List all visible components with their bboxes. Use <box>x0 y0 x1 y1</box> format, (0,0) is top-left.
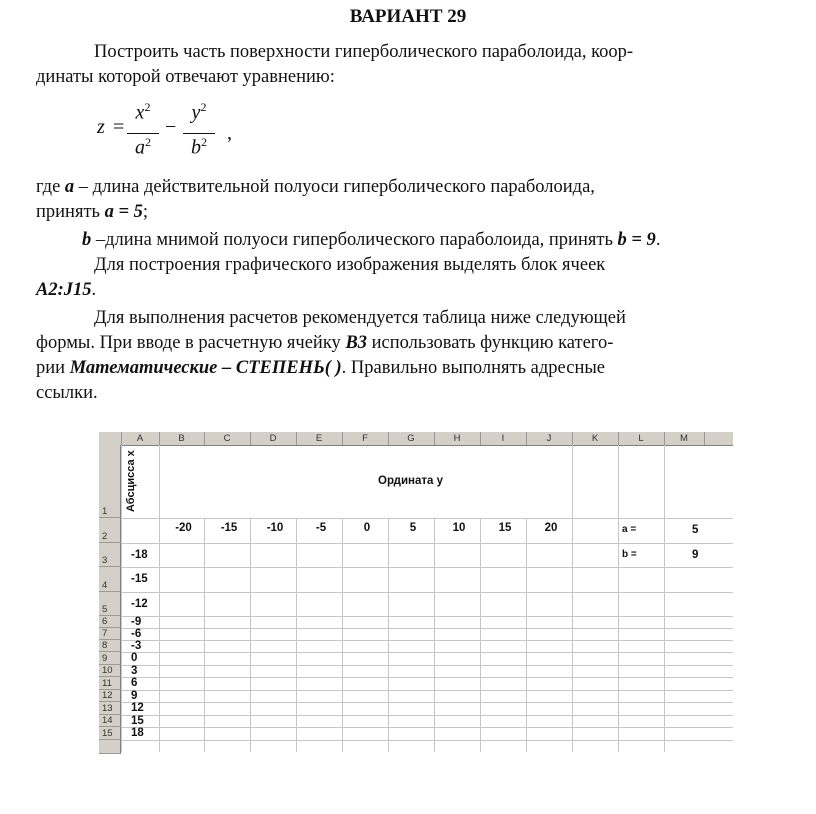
abscissa-value: -18 <box>131 548 148 561</box>
row-header <box>99 445 121 518</box>
row-header <box>99 652 121 665</box>
column-header: D <box>250 432 297 445</box>
param-b-paragraph: b –длина мнимой полуоси гиперболического параболоида, принять b = 9. <box>82 230 661 250</box>
grid-line <box>434 518 435 752</box>
function-category: Математические – СТЕПЕНЬ( ) <box>69 358 342 378</box>
row-number: 7 <box>102 628 108 639</box>
abscissa-value: 9 <box>131 690 138 702</box>
formula-equals: = <box>113 116 125 138</box>
grid-line <box>250 518 251 752</box>
grid-line <box>121 445 122 752</box>
grid-line <box>664 445 665 752</box>
row-header <box>99 518 121 543</box>
equation <box>97 100 297 164</box>
row-number: 13 <box>102 703 113 714</box>
corner-cell <box>99 432 122 445</box>
cell-ref: B3 <box>345 333 368 353</box>
column-header: F <box>342 432 389 445</box>
column-header: E <box>296 432 343 445</box>
row-header <box>99 543 121 567</box>
row-number: 1 <box>102 506 108 517</box>
column-header: G <box>388 432 435 445</box>
grid-line <box>121 677 733 678</box>
row-number: 8 <box>102 640 108 651</box>
formula-minus: − <box>165 116 177 138</box>
abscissa-value: -6 <box>131 628 142 640</box>
calc-paragraph: Для выполнения расчетов рекомендуется таблица ниже следующей формы. При вводе в расчетную ячейку B3 использовать функцию катего- рии Математические – СТЕПЕНЬ( ). Правильно выполнять адресные ссылки. <box>36 308 626 403</box>
abscissa-value: -3 <box>131 640 142 652</box>
row-header <box>99 640 121 652</box>
row-header <box>99 665 121 677</box>
var-b: b <box>82 230 92 250</box>
grid-line <box>121 543 733 544</box>
intro-line-2: динаты которой отвечают уравнению: <box>36 67 335 87</box>
abscissa-value: 0 <box>131 652 138 664</box>
column-header-row <box>99 432 733 446</box>
grid-line <box>121 640 733 641</box>
row-number: 3 <box>102 555 108 566</box>
grid-line <box>121 715 733 716</box>
grid-line <box>121 616 733 617</box>
page-title: ВАРИАНТ 29 <box>349 6 467 27</box>
formula-comma: , <box>227 122 232 144</box>
grid-line <box>121 665 733 666</box>
grid-line <box>296 518 297 752</box>
spreadsheet-table <box>99 432 733 790</box>
ordinate-value: -5 <box>315 522 327 534</box>
row-number: 2 <box>102 531 108 542</box>
column-header: I <box>480 432 527 445</box>
formula-z: z <box>97 116 105 138</box>
row-header <box>99 702 121 715</box>
grid-line <box>618 445 619 752</box>
abscissa-value: 12 <box>131 702 144 714</box>
ordinate-value: 5 <box>409 522 417 534</box>
grid-line <box>121 740 733 741</box>
column-header: L <box>618 432 665 445</box>
row-header <box>99 740 121 754</box>
row-header <box>99 677 121 690</box>
abscissa-value: -15 <box>131 573 148 585</box>
column-header: A <box>121 432 160 445</box>
grid-line <box>121 628 733 629</box>
ordinate-value: 20 <box>544 522 558 534</box>
ordinate-value: -20 <box>175 522 192 534</box>
row-number: 6 <box>102 616 108 627</box>
assign-b: b = 9 <box>617 230 656 250</box>
grid-line <box>121 652 733 653</box>
row-number: 4 <box>102 580 108 591</box>
fraction-bar <box>183 133 215 134</box>
grid-line <box>526 518 527 752</box>
column-header: K <box>572 432 619 445</box>
row-number: 14 <box>102 715 113 726</box>
column-header: J <box>526 432 573 445</box>
grid-line <box>121 727 733 728</box>
ordinate-value: -15 <box>220 522 238 534</box>
column-header: C <box>204 432 251 445</box>
grid-line <box>480 518 481 752</box>
row-number: 12 <box>102 690 113 701</box>
grid-line <box>121 518 733 519</box>
grid-line <box>121 567 733 568</box>
intro-line-1: Построить часть поверхности гиперболического параболоида, коор- <box>94 42 634 62</box>
ordinate-label: Ордината y <box>378 475 444 487</box>
param-b-value: 9 <box>692 549 699 561</box>
grid-line <box>342 518 343 752</box>
grid-line <box>121 702 733 703</box>
row-number: 5 <box>102 604 108 615</box>
param-a-paragraph: где a – длина действительной полуоси гиперболического параболоида, принять a = 5; <box>36 177 595 222</box>
abscissa-value: 18 <box>131 727 144 739</box>
block-paragraph: Для построения графического изображения выделять блок ячеек A2:J15. <box>36 255 606 300</box>
grid-line <box>121 592 733 593</box>
numerator-y: $y^2$ <box>191 100 207 124</box>
fraction-bar <box>127 133 159 134</box>
abscissa-value: -9 <box>131 616 142 628</box>
row-header <box>99 727 121 740</box>
grid-line <box>572 445 573 752</box>
row-header <box>99 592 121 616</box>
ordinate-value: 15 <box>498 522 512 534</box>
row-header <box>99 690 121 702</box>
row-number: 10 <box>102 665 113 676</box>
row-number: 11 <box>102 678 112 689</box>
abscissa-label: Абсцисса x <box>125 450 137 512</box>
abscissa-value: 15 <box>131 715 144 727</box>
column-header: B <box>159 432 205 445</box>
abscissa-value: -12 <box>131 597 148 610</box>
row-header <box>99 715 121 727</box>
var-a: a <box>64 177 75 197</box>
param-a-value: 5 <box>692 524 699 536</box>
abscissa-value: 3 <box>131 665 138 677</box>
grid-line <box>159 445 160 752</box>
grid-line <box>121 690 733 691</box>
grid-line <box>388 518 389 752</box>
numerator-x: $x^2$ <box>135 100 151 124</box>
column-header: M <box>664 432 705 445</box>
row-number: 15 <box>102 728 113 739</box>
cell-range: A2:J15 <box>36 280 92 300</box>
denominator-b: $b^2$ <box>191 135 207 159</box>
abscissa-value: 6 <box>131 677 138 689</box>
ordinate-value: -10 <box>266 522 284 534</box>
row-header <box>99 616 121 628</box>
assign-a: a = 5 <box>104 202 143 222</box>
row-header <box>99 567 121 592</box>
ordinate-value: 0 <box>363 522 371 534</box>
intro-paragraph <box>36 40 780 90</box>
param-a-label: a = <box>622 524 637 535</box>
row-header <box>99 628 121 640</box>
row-number: 9 <box>102 653 108 664</box>
column-header: H <box>434 432 481 445</box>
ordinate-value: 10 <box>452 522 466 534</box>
denominator-a: $a^2$ <box>135 135 151 159</box>
grid-line <box>204 518 205 752</box>
param-b-label: b = <box>622 549 637 560</box>
